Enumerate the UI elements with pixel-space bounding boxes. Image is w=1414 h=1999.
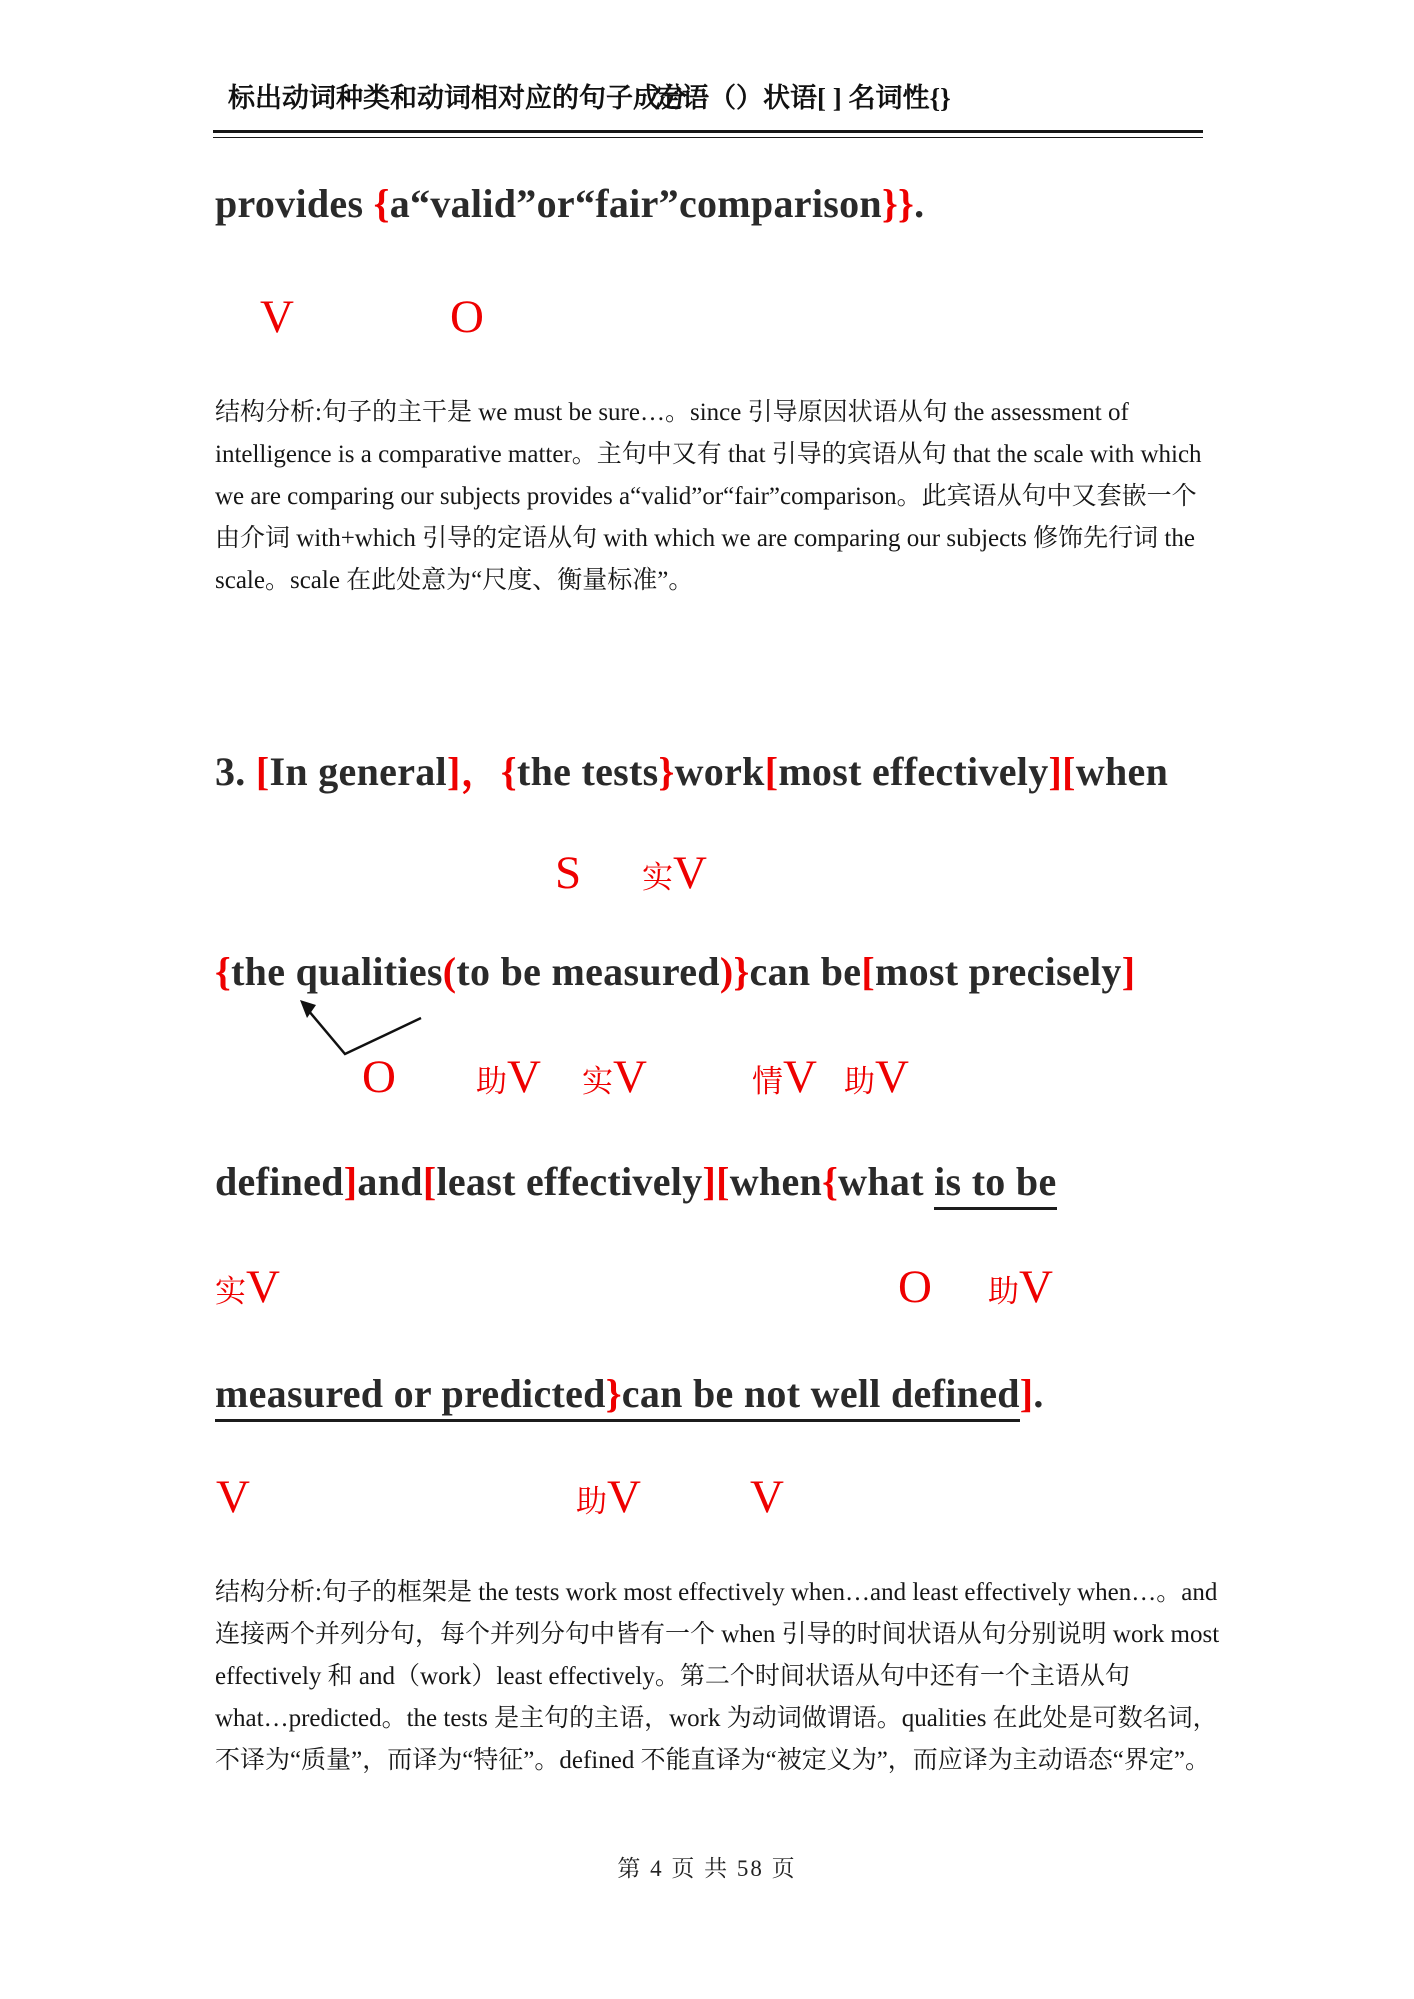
- analysis-line: effectively 和 and（work）least effectively。第二个时间状语从句中还有一个主语从句: [215, 1663, 1130, 1690]
- grammar-label-o: [362, 1051, 396, 1103]
- label-letter: V: [260, 291, 294, 343]
- header-right-text: 定语（）状语[ ] 名词性{}: [655, 83, 951, 113]
- analysis-line: 结构分析:句子的主干是 we must be sure…。since 引导原因状语从句 the assessment of: [215, 399, 1129, 426]
- sentence-3-line-3: [215, 1158, 1057, 1205]
- analysis-line: 连接两个并列分句，每个并列分句中皆有一个 when 引导的时间状语从句分别说明 work most: [215, 1621, 1220, 1648]
- grammar-label-qing-v: [752, 1051, 817, 1103]
- grammar-label-v: [750, 1471, 784, 1523]
- grammar-label-shi-v: [215, 1261, 280, 1313]
- arrow-lines: [308, 1010, 421, 1054]
- sentence-token: can be: [749, 949, 862, 994]
- sentence-token: most precisely: [874, 949, 1122, 994]
- bracket-close: ]: [1048, 749, 1063, 794]
- bracket-close: ]: [446, 749, 461, 794]
- label-prefix: 情: [752, 1064, 783, 1099]
- sentence-token: .: [914, 181, 925, 226]
- bracket-close: ]: [343, 1159, 358, 1204]
- sentence-token: to be measured: [456, 949, 720, 994]
- sentence-number: 3.: [215, 749, 256, 794]
- analysis-line: intelligence is a comparative matter。主句中又有 that 引导的宾语从句 that the scale with which: [215, 441, 1202, 468]
- page-number-text: 第 4 页 共 58 页: [617, 1856, 797, 1881]
- sentence-token: what: [838, 1159, 935, 1204]
- label-prefix: 助: [988, 1274, 1019, 1309]
- bracket-open: [: [764, 749, 779, 794]
- label-letter: V: [613, 1051, 647, 1103]
- sentence-line-provides: [215, 180, 924, 227]
- label-letter: V: [246, 1261, 280, 1313]
- header-left-text: 标出动词种类和动词相对应的句子成分: [228, 83, 687, 113]
- sentence-token: when: [729, 1159, 823, 1204]
- page-footer: [0, 1850, 1414, 1883]
- sentence-token: provides: [215, 181, 374, 226]
- sentence-token: work: [674, 749, 765, 794]
- brace-close: }: [606, 1371, 622, 1422]
- structure-analysis-paragraph-2: [215, 1572, 1220, 1782]
- label-letter: V: [216, 1471, 250, 1523]
- sentence-token: least effectively: [436, 1159, 703, 1204]
- analysis-line: 不译为“质量”，而译为“特征”。defined 不能直译为“被定义为”，而应译为主动语态“界定”。: [215, 1747, 1210, 1774]
- grammar-label-zhu-v: [476, 1051, 541, 1103]
- label-letter: V: [750, 1471, 784, 1523]
- bracket-open: [: [255, 749, 270, 794]
- analysis-line: 由介词 with+which 引导的定语从句 with which we are comparing our subjects 修饰先行词 the: [215, 525, 1195, 552]
- grammar-label-zhu-v: [844, 1051, 909, 1103]
- bracket-open: [: [422, 1159, 437, 1204]
- sentence-3-line-4: [215, 1370, 1044, 1417]
- sentence-token: the qualities: [231, 949, 443, 994]
- label-letter: O: [898, 1261, 932, 1313]
- sentence-token: most effectively: [778, 749, 1049, 794]
- brace-close: }: [733, 949, 750, 994]
- comma: ，: [460, 749, 501, 794]
- header-rule-thick: [213, 130, 1203, 133]
- brace-open: {: [500, 749, 517, 794]
- sentence-token: and: [357, 1159, 423, 1204]
- brace-open: {: [822, 1159, 839, 1204]
- grammar-label-v: [216, 1471, 250, 1523]
- bracket-open: [: [1062, 749, 1076, 794]
- grammar-label-o: [450, 291, 484, 343]
- sentence-token: a“valid”or“fair”comparison: [389, 181, 882, 226]
- analysis-line: we are comparing our subjects provides a“valid”or“fair”comparison。此宾语从句中又套嵌一个: [215, 483, 1197, 510]
- label-prefix: 实: [582, 1064, 613, 1099]
- structure-analysis-paragraph-1: [215, 392, 1210, 602]
- grammar-label-zhu-v: [988, 1261, 1053, 1313]
- label-prefix: 助: [476, 1064, 507, 1099]
- label-prefix: 实: [642, 860, 673, 895]
- brace-close: }}: [881, 181, 915, 226]
- label-letter: V: [607, 1471, 641, 1523]
- underlined-token: measured or predicted: [215, 1371, 606, 1422]
- label-letter: V: [1019, 1261, 1053, 1313]
- label-letter: S: [555, 847, 582, 899]
- brace-open: {: [373, 181, 390, 226]
- label-letter: V: [507, 1051, 541, 1103]
- underlined-token: can be not well defined: [622, 1371, 1020, 1422]
- label-letter: V: [783, 1051, 817, 1103]
- bracket-close: ]: [1019, 1371, 1034, 1416]
- bracket-close: ]: [702, 1159, 717, 1204]
- analysis-line: what…predicted。the tests 是主句的主语，work 为动词做谓语。qualities 在此处是可数名词，: [215, 1705, 1218, 1732]
- grammar-label-shi-v: [642, 847, 707, 899]
- paren-open: (: [442, 949, 457, 994]
- sentence-token: .: [1033, 1371, 1044, 1416]
- label-prefix: 实: [215, 1274, 246, 1309]
- paren-close: ): [719, 949, 734, 994]
- sentence-token: defined: [215, 1159, 344, 1204]
- brace-close: }: [658, 749, 675, 794]
- sentence-3-line-2: [215, 948, 1135, 995]
- grammar-label-s: [555, 847, 582, 899]
- label-letter: O: [450, 291, 484, 343]
- label-prefix: 助: [576, 1484, 607, 1519]
- bracket-close: ]: [1121, 949, 1136, 994]
- underlined-token: is to be: [934, 1159, 1056, 1210]
- brace-open: {: [215, 949, 232, 994]
- label-letter: V: [875, 1051, 909, 1103]
- analysis-line: scale。scale 在此处意为“尺度、衡量标准”。: [215, 567, 694, 594]
- grammar-label-zhu-v: [576, 1471, 641, 1523]
- analysis-line: 结构分析:句子的框架是 the tests work most effectively when…and least effectively when…。and: [215, 1579, 1218, 1606]
- header-rule-thin: [213, 137, 1203, 138]
- grammar-label-v: [260, 291, 294, 343]
- grammar-label-shi-v: [582, 1051, 647, 1103]
- sentence-token: the tests: [516, 749, 659, 794]
- sentence-3-heading-line: [215, 740, 1168, 797]
- bracket-open: [: [716, 1159, 730, 1204]
- bracket-open: [: [861, 949, 875, 994]
- sentence-token: In general: [269, 749, 447, 794]
- grammar-label-o: [898, 1261, 932, 1313]
- sentence-token: when: [1075, 749, 1169, 794]
- label-letter: O: [362, 1051, 396, 1103]
- label-letter: V: [673, 847, 707, 899]
- label-prefix: 助: [844, 1064, 875, 1099]
